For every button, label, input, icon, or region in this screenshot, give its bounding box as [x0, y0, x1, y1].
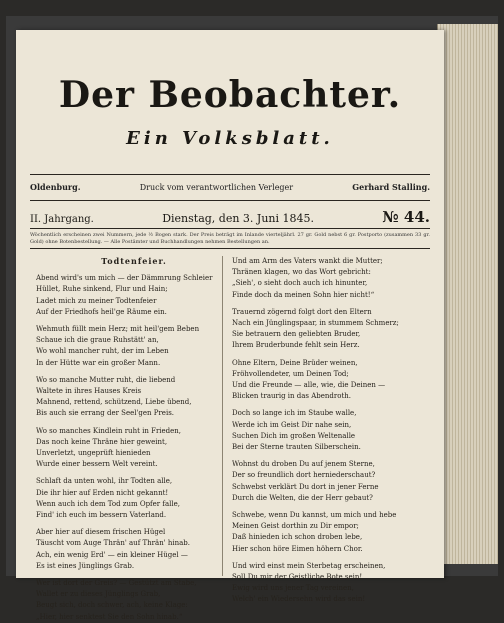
masthead-subtitle: Ein Volksblatt. — [126, 128, 334, 149]
poem-line: Aber hier auf diesem frischen Hügel — [36, 528, 166, 537]
poem-line: Wohnst du droben Du auf jenem Sterne, — [232, 460, 375, 469]
poem-line: Bis auch sie errang der Seel'gen Preis. — [36, 409, 175, 418]
rule-top — [30, 174, 430, 175]
poem-line: Wurde einer bessern Welt vereint. — [36, 460, 158, 469]
poem-line: Welch' ein Wiedersehn wird das sein! — [232, 595, 366, 604]
poem-line: „Hier, hier senktest Sie den Sohn hinab.“ — [36, 612, 183, 621]
poem-line: Ach, ein wenig Erd' — ein kleiner Hügel — — [36, 550, 188, 559]
poem-column-right — [232, 256, 428, 606]
poem-line: In der Hütte war ein großer Mann. — [36, 358, 161, 367]
poem-line: Schlaft da unten wohl, ihr Todten alle, — [36, 477, 173, 486]
issue-number: № 44. — [382, 208, 430, 226]
poem-line: Das noch keine Thräne hier geweint, — [36, 437, 168, 446]
poem-title: Todtenfeier. — [101, 256, 167, 266]
poem-line: „Sieh', o sieht doch auch ich hinunter, — [232, 279, 368, 288]
poem-line: Ohne Eltern, Deine Brüder weinen, — [232, 358, 358, 367]
poem-line: Und am Arm des Vaters wankt die Mutter; — [232, 257, 383, 265]
poem-line: Daß hinieden ich schon droben lebe, — [232, 533, 363, 542]
imprint-publisher: Gerhard Stalling. — [352, 182, 430, 192]
poem-line: Und wird einst mein Sterbetag erscheinen, — [232, 561, 386, 570]
poem-line: Fröhvollendeter, um Deinen Tod; — [232, 369, 349, 378]
poem-line: Soll Du mir der Geistliche Bote sein! — [232, 573, 363, 582]
poem-line: Bei der Sterne trauten Silberschein. — [232, 443, 361, 452]
poem-line: Unverletzt, ungeprüft hienieden — [36, 449, 151, 458]
poem-line: Schaue ich die graue Ruhstätt' an, — [36, 336, 159, 345]
poem-line: Täuscht vom Auge Thrän' auf Thrän' hinab. — [36, 539, 190, 548]
poem-line: Trauernd zögernd folgt dort den Eltern — [232, 307, 372, 316]
issue-volume: II. Jahrgang. — [30, 214, 94, 225]
issue-date: Dienstag, den 3. Juni 1845. — [162, 212, 315, 225]
poem-line: Finde doch da meinen Sohn hier nicht!“ — [232, 290, 375, 299]
poem-line: Ihrem Bruderbunde fehlt sein Herz. — [232, 341, 360, 350]
poem-line: Der so freundlich dort herniederschaut? — [232, 471, 376, 480]
poem-line: Durch die Welten, die der Herr gebaut? — [232, 493, 373, 502]
poem-line: Wer ist dort der Greis? — Gestützt am Stabe, — [36, 579, 197, 588]
poem-column-left — [36, 256, 232, 623]
masthead-title: Der Beobachter. — [58, 74, 402, 116]
poem-line: Blicken traurig in das Abendroth. — [232, 392, 352, 401]
newspaper-page — [16, 30, 444, 621]
subscription-notice: Wöchentlich erscheinen zwei Nummern, jede ½ Bogen stark. Der Preis beträgt im Inlande vierteljährl. 27 gr. Gold nebst 6 gr. Postporto (zusammen 33 gr. Gold) ohne Botenbestellung. — Alle Postämter und Buchhandlungen nehmen Bestellungen an. — [30, 232, 430, 245]
poem-line: Meinen Geist dorthin zu Dir empor; — [232, 522, 359, 531]
poem-line: Find' ich euch im bessern Vaterland. — [36, 511, 167, 520]
poem-line: Auf der Friedhofs heil'ge Räume ein. — [36, 307, 167, 316]
poem-line: Ewig wird uns jener Tag vereinen, — [232, 584, 354, 593]
poem-line: Abend wird's um mich — der Dämmrung Schleier — [36, 274, 213, 283]
poem-line: Suchen Dich im großen Weltenalle — [232, 431, 356, 440]
issue-line — [30, 208, 430, 226]
poem-line: Ladet mich zu meiner Todtenfeier — [36, 296, 157, 305]
rule-bottom — [30, 248, 430, 249]
poem-line: Wallet er zu dieses Jünglings Grab, — [36, 590, 161, 599]
poem-line: Sie betrauern den geliebten Bruder, — [232, 330, 361, 339]
poem-line: Nach ein Jünglingspaar, in stummem Schmerz; — [232, 319, 399, 328]
poem-line: Wenn auch ich dem Tod zum Opfer falle, — [36, 499, 180, 508]
imprint-line — [30, 182, 430, 192]
page-stack-edge — [437, 24, 498, 564]
poem-line: Wo so manches Kindlein ruht in Frieden, — [36, 426, 182, 435]
poem-line: Beugt sich, doch schwer, ach, keine Klage: — [36, 601, 188, 610]
poem-line: Wo so manche Mutter ruht, die liebend — [36, 375, 176, 384]
poem-line: Thränen klagen, wo das Wort gebricht: — [232, 268, 371, 277]
poem-line: Wo wohl mancher ruht, der im Leben — [36, 347, 169, 356]
imprint-place: Oldenburg. — [30, 182, 81, 192]
poem-line: Hüllet, Ruhe sinkend, Flur und Hain; — [36, 285, 168, 294]
poem-line: Es ist eines Jünglings Grab. — [36, 561, 135, 570]
poem-line: Werde ich im Geist Dir nahe sein, — [232, 420, 352, 429]
poem-line: Schwebst verklärt Du dort in jener Ferne — [232, 482, 379, 491]
poem-line: Und die Freunde — alle, wie, die Deinen — — [232, 381, 386, 390]
poem-line: Waltete in ihres Hauses Kreis — [36, 387, 142, 396]
poem-line: Mahnend, rettend, schützend, Liebe übend, — [36, 398, 192, 407]
poem-line: Schwebe, wenn Du kannst, um mich und hebe — [232, 511, 397, 520]
poem-line: Die ihr hier auf Erden nicht gekannt! — [36, 488, 169, 497]
imprint-printer-note: Druck vom verantwortlichen Verleger — [139, 183, 294, 192]
poem-line: Doch so lange ich im Staube walle, — [232, 409, 357, 418]
poem-line: Wehmuth füllt mein Herz; mit heil'gem Beben — [36, 325, 200, 334]
rule-issue — [30, 228, 430, 229]
poem-line: Hier schon höre Eimen höhern Chor. — [232, 544, 363, 553]
rule-middle — [30, 200, 430, 201]
book-scan — [6, 16, 498, 621]
